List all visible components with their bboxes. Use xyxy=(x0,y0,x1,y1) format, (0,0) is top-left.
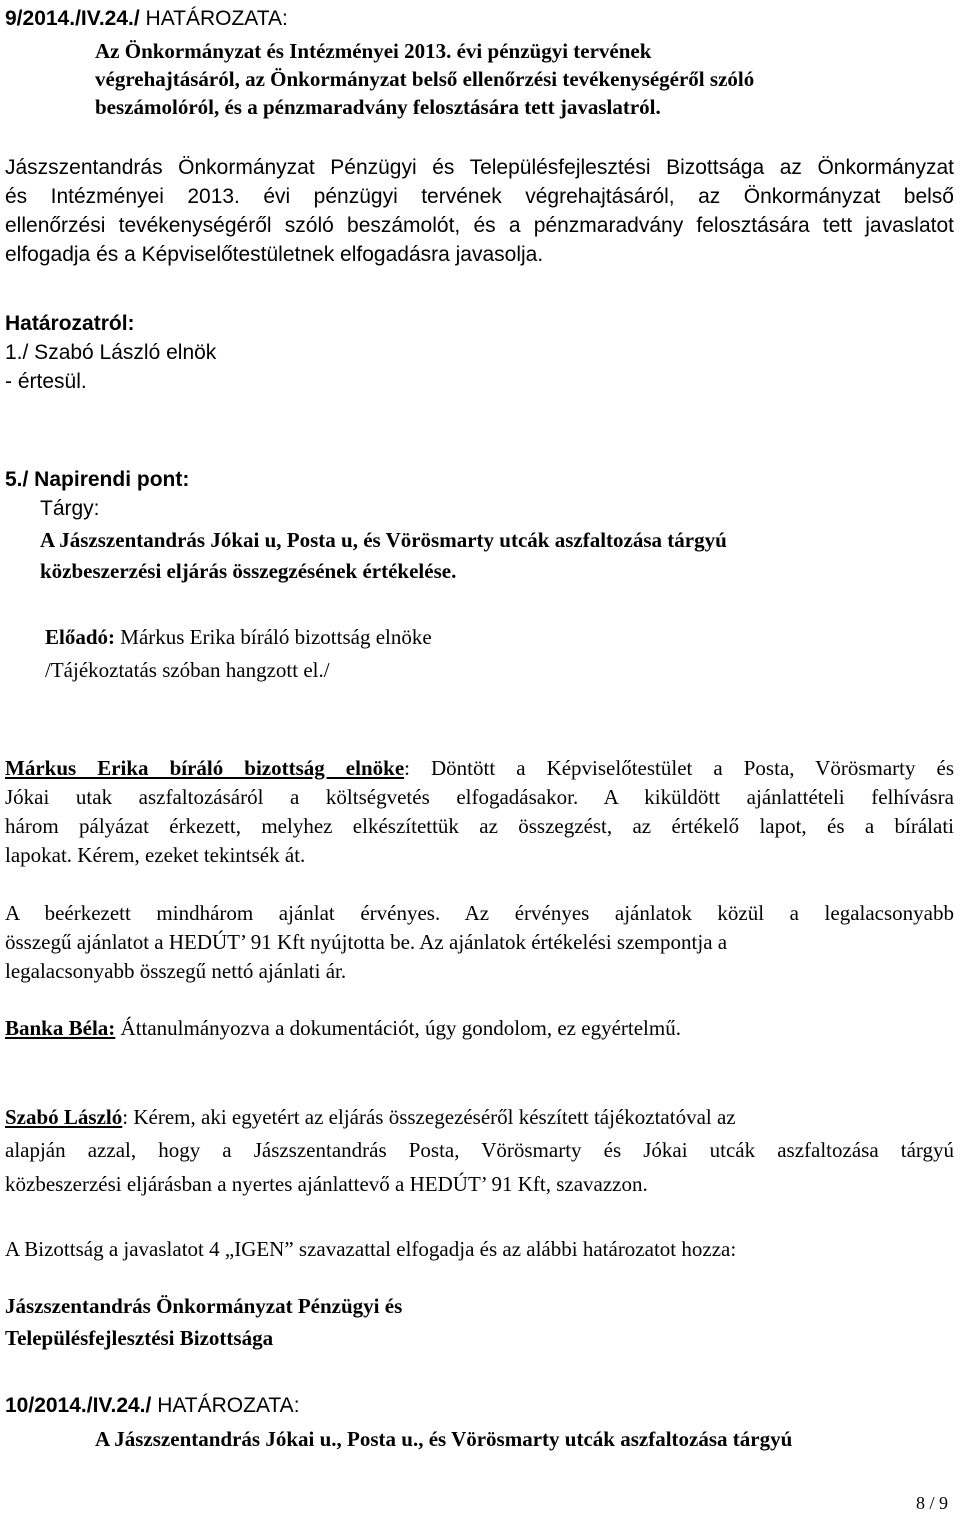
resolution-title-line: Az Önkormányzat és Intézményei 2013. évi pénzügyi tervének xyxy=(95,39,652,63)
agenda-number: 5./ Napirendi pont: xyxy=(5,468,190,491)
speaker-separator: : xyxy=(404,756,410,780)
committee-line: Jászszentandrás Önkormányzat Pénzügyi és xyxy=(5,1294,403,1318)
resolution-title-line: beszámolóról, és a pénzmaradvány felosztására tett javaslatról. xyxy=(95,95,661,119)
resolution-heading xyxy=(5,1393,300,1419)
presenter-line xyxy=(45,624,432,650)
resolution-label: HATÁROZATA: xyxy=(151,1394,300,1417)
resolution-number: 9/2014./IV.24./ xyxy=(5,7,140,30)
speaker-name: Márkus Erika bíráló bizottság elnöke xyxy=(5,756,405,780)
agenda-subject-line: közbeszerzési eljárás összegzésének értékelése. xyxy=(40,559,457,583)
speech-line: közbeszerzési eljárásban a nyertes ajánlattevő a HEDÚT’ 91 Kft, szavazzon. xyxy=(5,1172,648,1196)
resolution-body-line: elfogadja és a Képviselőtestületnek elfogadásra javasolja. xyxy=(5,243,544,266)
resolution-label: HATÁROZATA: xyxy=(139,7,288,30)
presenter-text: Márkus Erika bíráló bizottság elnöke xyxy=(115,625,432,649)
resolution-number: 10/2014./IV.24./ xyxy=(5,1394,152,1417)
resolution-body-line: és Intézményei 2013. évi pénzügyi tervének végrehajtásáról, az Önkormányzat belső xyxy=(5,185,954,208)
speaker-name: Szabó László xyxy=(5,1105,123,1129)
notify-item: 1./ Szabó László elnök xyxy=(5,341,217,364)
resolution-body-line: ellenőrzési tevékenységéről szóló beszámolót, és a pénzmaradvány felosztására tett javaslatot xyxy=(5,214,954,237)
speech-text: Áttanulmányozva a dokumentációt, úgy gondolom, ez egyértelmű. xyxy=(115,1016,681,1040)
notify-note: - értesül. xyxy=(5,370,87,393)
notify-heading: Határozatról: xyxy=(5,312,135,335)
page-number: 8 / 9 xyxy=(915,1493,948,1513)
presenter-label: Előadó: xyxy=(45,625,116,649)
speech-line: Jókai utak aszfaltozásáról a költségvetés elfogadásakor. A kiküldött ajánlattételi felhívásra xyxy=(5,785,954,809)
agenda-subject-line: A Jászszentandrás Jókai u, Posta u, és Vörösmarty utcák aszfaltozása tárgyú xyxy=(40,528,727,552)
speech-text: Kérem, aki egyetért az eljárás összegezéséről készített tájékoztatóval az xyxy=(128,1105,736,1129)
speech-line: A beérkezett mindhárom ajánlat érvényes. Az érvényes ajánlatok közül a legalacsonyabb xyxy=(5,901,954,925)
vote-text: A Bizottság a javaslatot 4 „IGEN” szavazattal elfogadja és az alábbi határozatot hozza: xyxy=(5,1237,737,1261)
speech-first-line xyxy=(5,1104,736,1130)
oral-note: /Tájékoztatás szóban hangzott el./ xyxy=(45,658,330,682)
speech-text: Döntött a Képviselőtestület a Posta, Vörösmarty és xyxy=(409,756,954,780)
speech-line: legalacsonyabb összegű nettó ajánlati ár. xyxy=(5,959,347,983)
speech-first-line xyxy=(5,1015,681,1041)
agenda-subject-label: Tárgy: xyxy=(40,497,100,520)
speech-line: három pályázat érkezett, melyhez elkészítettük az összegzést, az értékelő lapot, és a bírálati xyxy=(5,814,954,838)
resolution-title-line: A Jászszentandrás Jókai u., Posta u., és Vörösmarty utcák aszfaltozása tárgyú xyxy=(95,1427,793,1451)
speech-line: alapján azzal, hogy a Jászszentandrás Posta, Vörösmarty és Jókai utcák aszfaltozása tárgyú xyxy=(5,1138,954,1162)
committee-line: Településfejlesztési Bizottsága xyxy=(5,1326,274,1350)
speech-line: lapokat. Kérem, ezeket tekintsék át. xyxy=(5,843,306,867)
resolution-body-line: Jászszentandrás Önkormányzat Pénzügyi és Településfejlesztési Bizottsága az Önkormányzat xyxy=(5,156,954,179)
speaker-name: Banka Béla: xyxy=(5,1016,116,1040)
speech-line: összegű ajánlatot a HEDÚT’ 91 Kft nyújtotta be. Az ajánlatok értékelési szempontja a xyxy=(5,930,728,954)
speaker-separator: : xyxy=(122,1105,129,1129)
speech-first-line xyxy=(5,755,954,781)
resolution-title-line: végrehajtásáról, az Önkormányzat belső ellenőrzési tevékenységéről szóló xyxy=(95,67,755,91)
resolution-heading xyxy=(5,6,288,32)
